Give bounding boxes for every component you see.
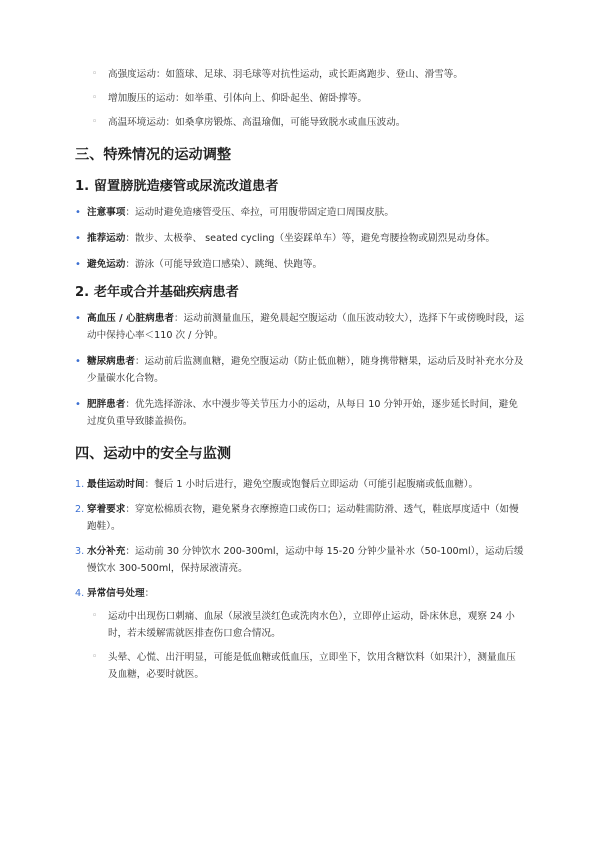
bullet-icon: • <box>75 399 81 410</box>
subsection-1-heading: 1. 留置膀胱造瘘管或尿流改道患者 <box>75 179 279 194</box>
high-risk-activity-list <box>75 66 525 131</box>
stoma-patient-list <box>75 204 525 273</box>
circle-bullet-icon: ◦ <box>92 69 98 79</box>
list-item: 1. 最佳运动时间：餐后 1 小时后进行，避免空腹或饱餐后立即运动（可能引起腹痛或低血糖）。 <box>75 479 479 490</box>
list-item: 3. 水分补充：运动前 30 分钟饮水 200-300ml，运动中每 15-20 分钟少量补水（50-100ml），运动后缓慢饮水 300-500ml，保持尿液清亮。 <box>75 546 524 574</box>
safety-monitoring-list <box>75 476 525 683</box>
circle-bullet-icon: ◦ <box>92 611 98 621</box>
circle-bullet-icon: ◦ <box>92 652 98 662</box>
circle-bullet-icon: ◦ <box>92 117 98 127</box>
bullet-icon: • <box>75 233 81 244</box>
bullet-icon: • <box>75 259 81 270</box>
list-item: • 高血压 / 心脏病患者：运动前测量血压，避免晨起空腹运动（血压波动较大），选择下午或傍晚时段，运动中保持心率＜110 次 / 分钟。 <box>75 310 525 344</box>
list-item: • 肥胖患者：优先选择游泳、水中漫步等关节压力小的运动，从每日 10 分钟开始，逐步延长时间，避免过度负重导致膝盖损伤。 <box>75 396 525 430</box>
list-item: • 糖尿病患者：运动前后监测血糖，避免空腹运动（防止低血糖），随身携带糖果，运动后及时补充水分及少量碳水化合物。 <box>75 353 525 387</box>
list-item: • 避免运动：游泳（可能导致造口感染）、跳绳、快跑等。 <box>75 256 525 273</box>
list-item: ◦ 运动中出现伤口刺痛、血尿（尿液呈淡红色或洗肉水色），立即停止运动，卧床休息，观察 24 小时，若未缓解需就医排查伤口愈合情况。 <box>75 608 525 642</box>
subsection-2-heading: 2. 老年或合并基础疾病患者 <box>75 285 239 300</box>
bullet-icon: • <box>75 313 81 324</box>
list-item: ◦ 高温环境运动：如桑拿房锻炼、高温瑜伽，可能导致脱水或血压波动。 <box>75 114 525 131</box>
list-item: ◦ 头晕、心慌、出汗明显，可能是低血糖或低血压，立即坐下，饮用含糖饮料（如果汁），测量血压及血糖，必要时就医。 <box>75 649 525 683</box>
elderly-patient-list <box>75 310 525 430</box>
list-item: ◦ 高强度运动：如篮球、足球、羽毛球等对抗性运动，或长距离跑步、登山、滑雪等。 <box>75 66 525 83</box>
section-4-heading: 四、运动中的安全与监测 <box>75 446 232 462</box>
bullet-icon: • <box>75 207 81 218</box>
circle-bullet-icon: ◦ <box>92 93 98 103</box>
list-item: • 注意事项：运动时避免造瘘管受压、牵拉，可用腹带固定造口周围皮肤。 <box>75 204 525 221</box>
section-3-heading: 三、特殊情况的运动调整 <box>75 147 232 163</box>
warning-signal-list <box>75 608 525 683</box>
list-item: 2. 穿着要求：穿宽松棉质衣物，避免紧身衣摩擦造口或伤口；运动鞋需防滑、透气，鞋底厚度适中（如慢跑鞋）。 <box>75 504 519 532</box>
list-item: 4. 异常信号处理： ◦ 运动中出现伤口刺痛、血尿（尿液呈淡红色或洗肉水色），立即停止运动，卧床休息，观察 24 小时，若未缓解需就医排查伤口愈合情况。 ◦ 头晕、心慌、出汗明显，可能是低血糖或低血压，立即坐下，饮用含糖饮料（如果汁），测量血压及血糖，必要时就医。 <box>75 585 525 683</box>
list-item: • 推荐运动：散步、太极拳、 seated cycling（坐姿踩单车）等，避免弯腰捡物或剧烈晃动身体。 <box>75 230 525 247</box>
list-item: ◦ 增加腹压的运动：如举重、引体向上、仰卧起坐、俯卧撑等。 <box>75 90 525 107</box>
bullet-icon: • <box>75 356 81 367</box>
